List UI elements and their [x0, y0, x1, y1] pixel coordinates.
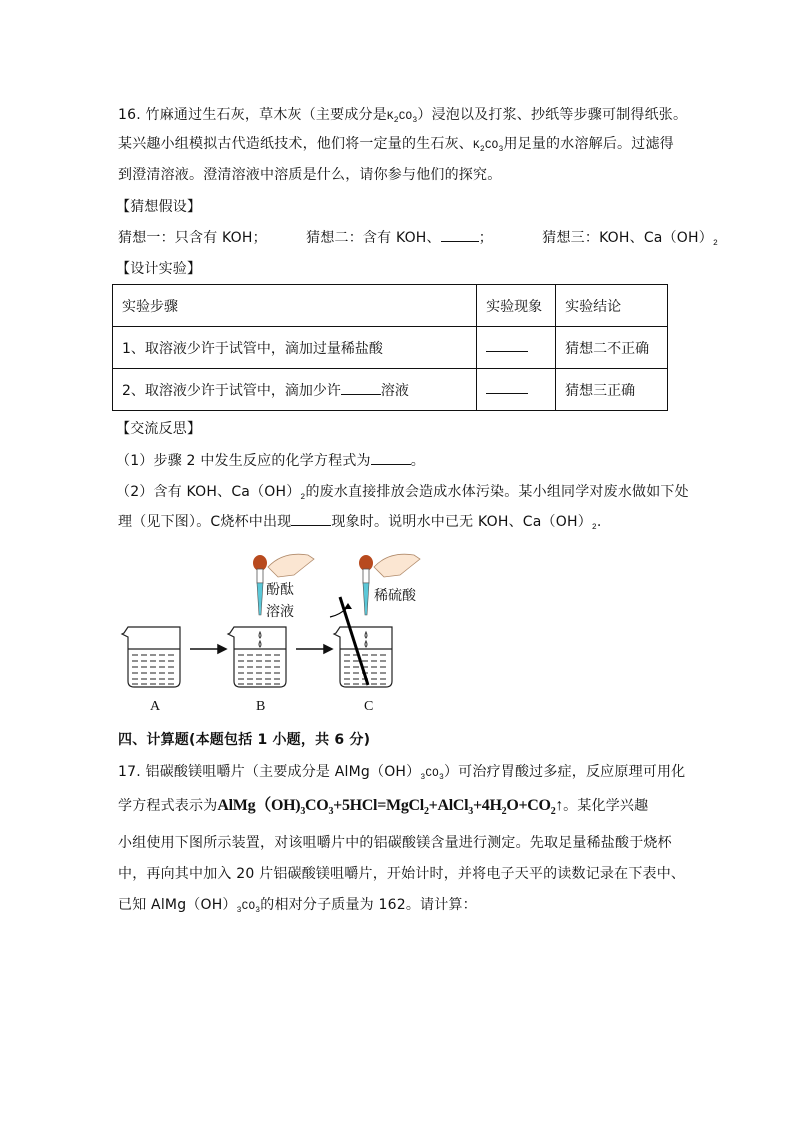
stirring-rod-icon — [330, 597, 368, 685]
drops-b-icon — [259, 632, 261, 647]
text: ）浸泡以及打浆、抄纸等步骤可制得纸张。 — [417, 107, 688, 123]
section-4-title: 四、计算题(本题包括 1 小题，共 6 分) — [118, 732, 371, 748]
hypothesis-1: 猜想一：只含有 KOH； — [118, 230, 267, 246]
answer-blank[interactable] — [341, 382, 381, 395]
table-row — [113, 327, 668, 369]
answer-blank[interactable] — [291, 513, 331, 526]
arrow-right-icon — [190, 645, 226, 653]
dropper-c-label: 稀硫酸 — [374, 588, 416, 604]
text: 16. 竹麻通过生石灰，草木灰（主要成分是 — [118, 107, 387, 123]
q17-line-4: 中，再向其中加入 20 片铝碳酸镁咀嚼片，开始计时，并将电子天平的读数记录在下表中、 — [118, 866, 686, 882]
q16-line-2 — [118, 135, 674, 159]
arrow-right-icon — [296, 645, 332, 653]
header-conclusion: 实验结论 — [556, 285, 668, 327]
phenomenon-cell — [477, 327, 556, 369]
q16-line-3: 到澄清溶液。澄清溶液中溶质是什么，请你参与他们的探究。 — [118, 167, 502, 183]
beaker-label-b: B — [256, 699, 266, 714]
liquid-lines-a — [132, 655, 176, 684]
reflect-q2-cont: 理（见下图）。C烧杯中出现 现象时。说明水中已无 KOH、$Ca(OH)_2$. — [118, 514, 602, 532]
gas-arrow-icon: ↑ — [555, 797, 564, 814]
step-cell: 1、取溶液少许于试管中，滴加过量稀盐酸 — [113, 327, 477, 369]
table-header-row — [113, 285, 668, 327]
text: 用足量的水溶解后。过滤得 — [503, 136, 674, 152]
reflect-q2: （2）含有 KOH、$Ca(OH)_2$的废水直接排放会造成水体污染。某小组同学对废水做如下处 — [116, 484, 689, 502]
experiment-table — [112, 284, 668, 411]
section-hypothesis: 【猜想假设】 — [116, 199, 202, 215]
hypothesis-3: 猜想三：KOH、$Ca(OH)_2$ — [542, 230, 718, 248]
answer-blank[interactable] — [371, 452, 411, 465]
reflect-q1: （1）步骤 2 中发生反应的化学方程式为 。 — [116, 453, 425, 469]
formula-k2co3: $K_2CO_3$ — [473, 140, 504, 154]
beaker-a-icon — [122, 627, 180, 687]
beaker-diagram — [118, 545, 438, 725]
answer-blank[interactable] — [441, 229, 479, 242]
hypothesis-2: 猜想二：含有 KOH、 ； — [306, 230, 493, 246]
dropper-b-label: 酚酞 溶液 — [266, 582, 294, 620]
section-design: 【设计实验】 — [116, 261, 202, 277]
q17-line-1: 17. 铝碳酸镁咀嚼片（主要成分是 $AlMg(OH)_3CO_3$）可治疗胃酸过多症，反应原理可用化 — [118, 764, 686, 782]
experiment-figure — [118, 545, 438, 725]
header-steps: 实验步骤 — [113, 285, 477, 327]
q17-line-3: 小组使用下图所示装置，对该咀嚼片中的铝碳酸镁含量进行测定。先取足量稀盐酸于烧杯 — [118, 835, 672, 851]
conclusion-cell: 猜想三正确 — [556, 369, 668, 411]
q17-line-2: 学方程式表示为$AlMg(OH)_3CO_3+5HCl=MgCl_2+AlCl_3+4H_2O+CO_2↑$。某化学兴趣 — [118, 797, 649, 817]
beaker-label-c: C — [364, 699, 374, 714]
table-row — [113, 369, 668, 411]
text: 某兴趣小组模拟古代造纸技术，他们将一定量的生石灰、 — [118, 136, 473, 152]
beaker-c-icon — [334, 627, 392, 687]
formula-k2co3: $K_2CO_3$ — [386, 111, 418, 125]
liquid-lines-b — [238, 655, 282, 684]
answer-blank[interactable] — [486, 339, 528, 352]
q16-line-1 — [118, 106, 687, 130]
phenomenon-cell — [477, 369, 556, 411]
chemical-equation: $AlMg(OH)_3CO_3+5HCl=MgCl_2+AlCl_3+4H_2O+CO_2↑$ — [217, 797, 564, 817]
hypotheses-row — [118, 229, 718, 253]
drops-c-icon — [365, 632, 367, 647]
beaker-label-a: A — [150, 699, 161, 714]
conclusion-cell: 猜想二不正确 — [556, 327, 668, 369]
q17-line-5: 已知 $AlMg(OH)_3CO_3$的相对分子质量为 162。请计算： — [118, 897, 477, 915]
section-reflect: 【交流反思】 — [116, 421, 202, 437]
answer-blank[interactable] — [486, 381, 528, 394]
header-phenomenon: 实验现象 — [477, 285, 556, 327]
step-cell: 2、取溶液少许于试管中，滴加少许 溶液 — [113, 369, 477, 411]
beaker-b-icon — [228, 627, 286, 687]
